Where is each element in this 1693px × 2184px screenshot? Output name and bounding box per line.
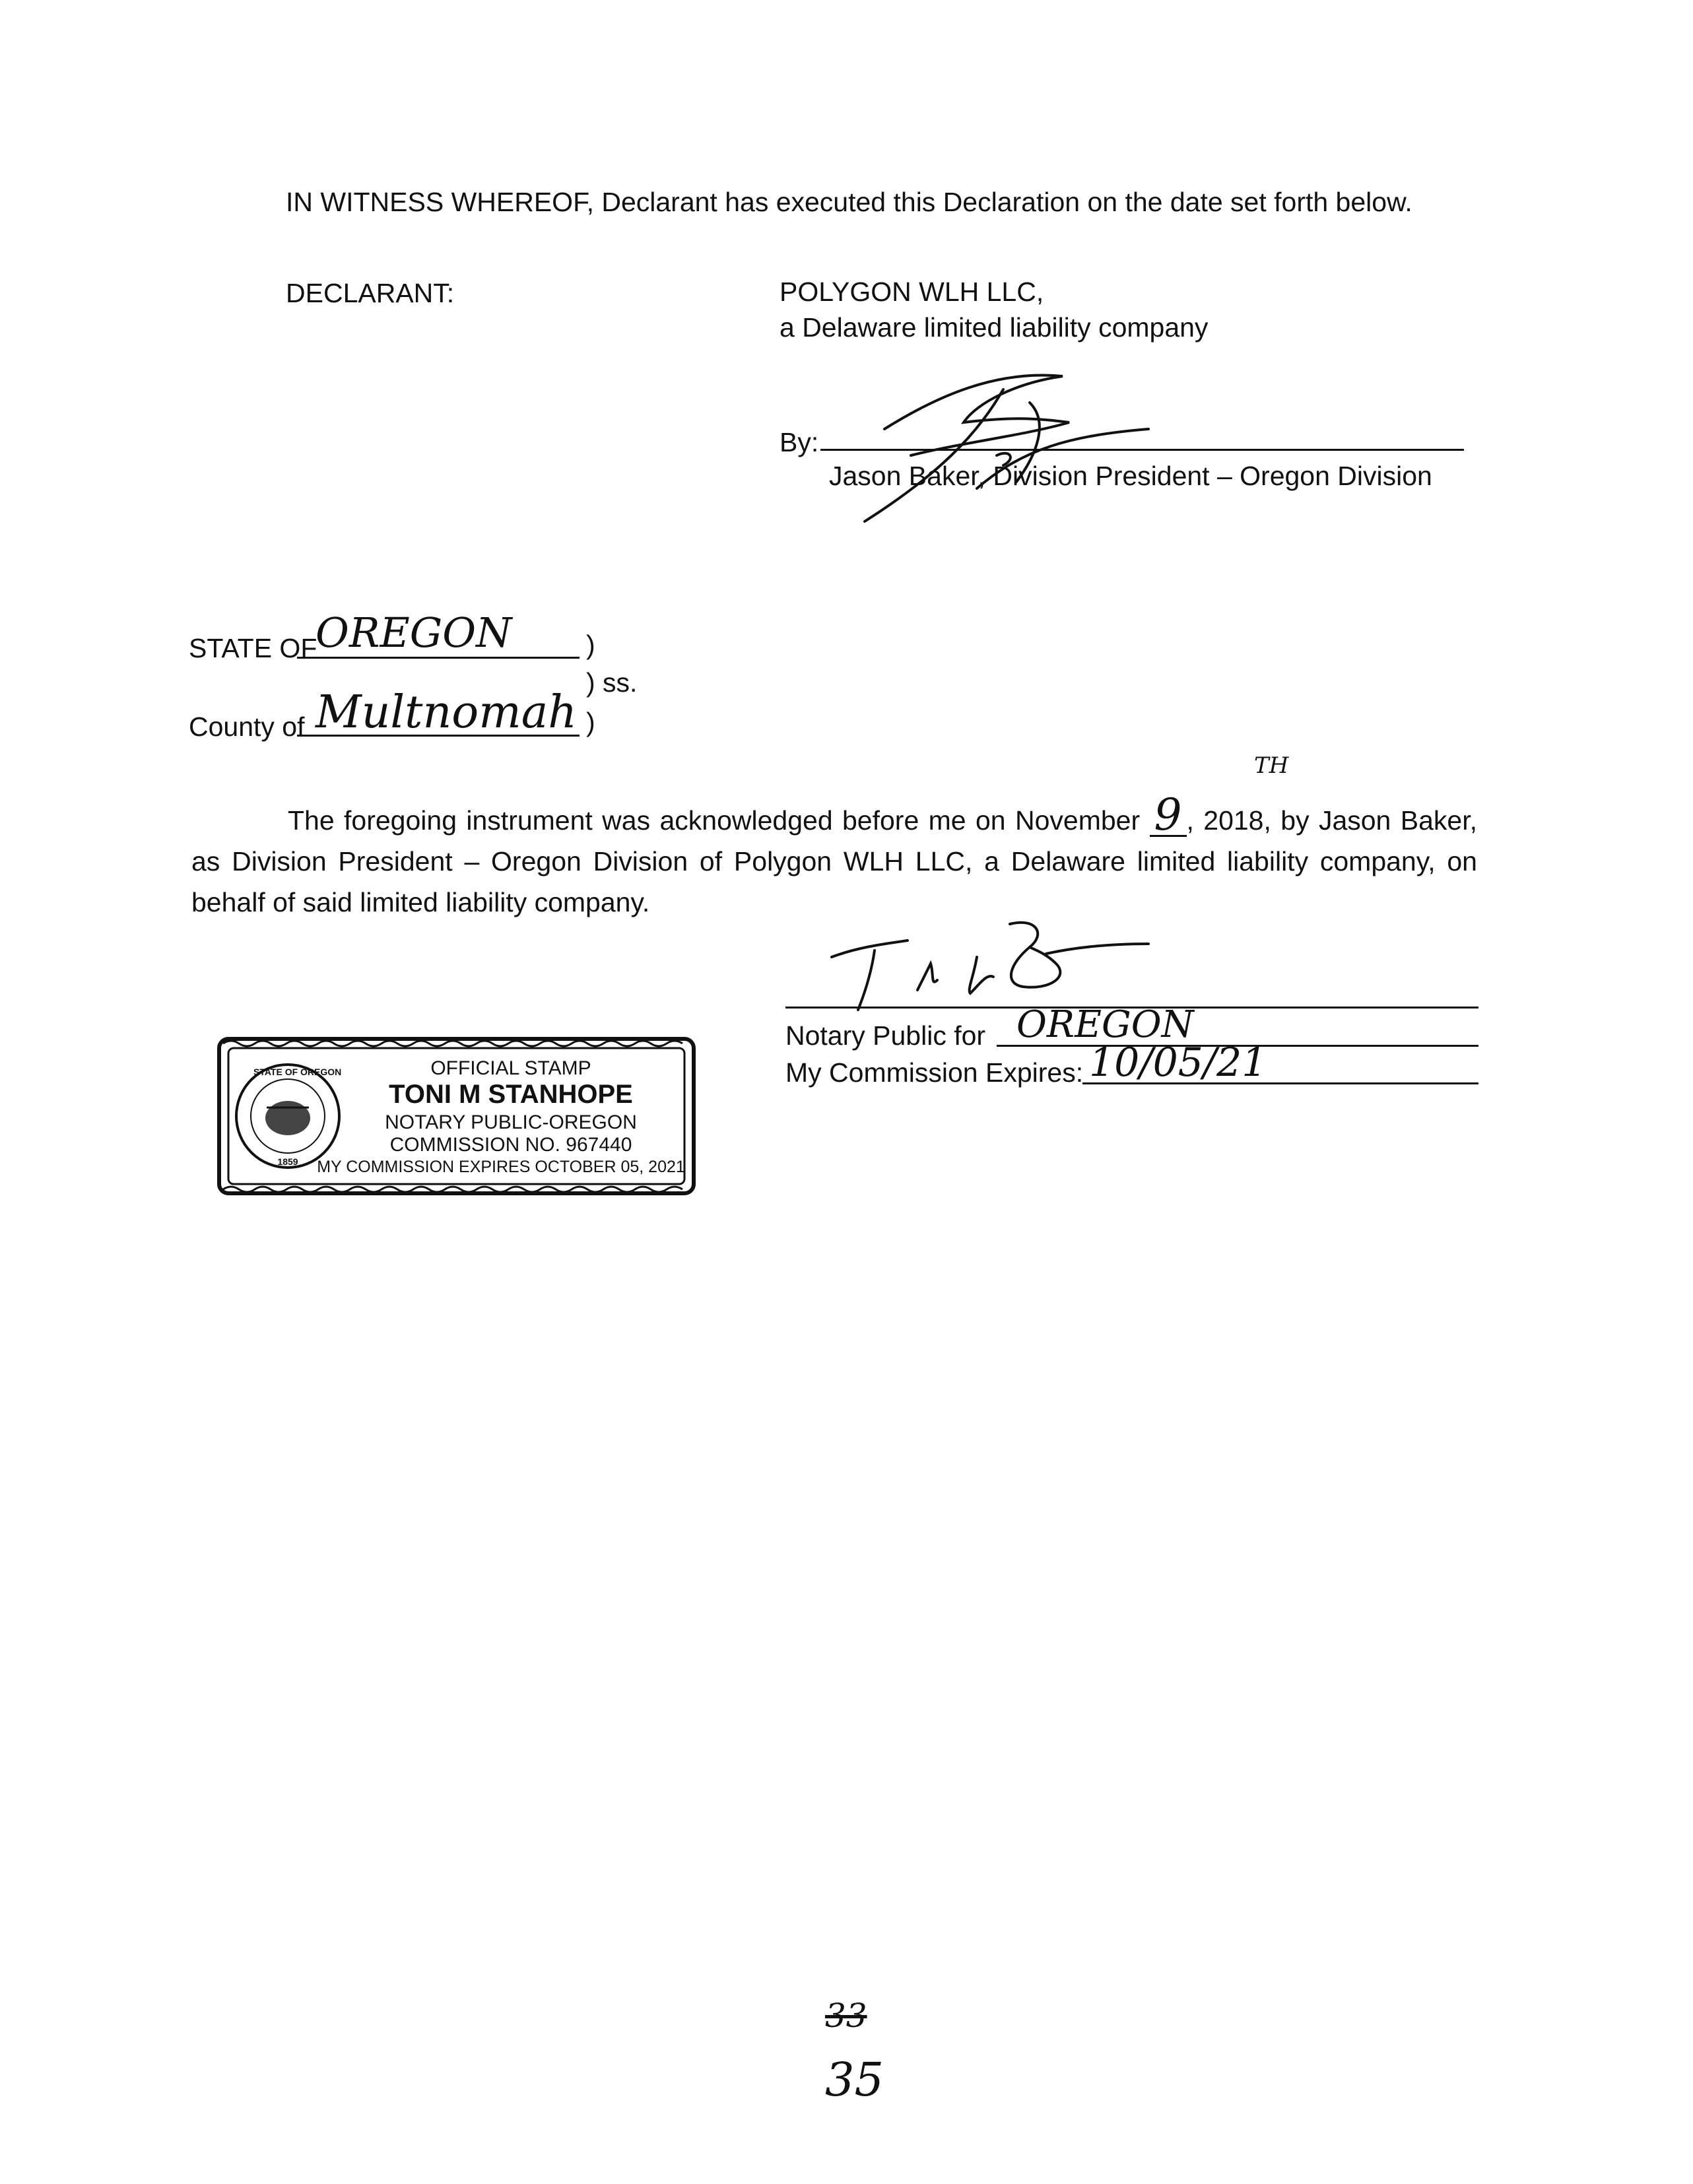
signer-name-title: Jason Baker, Division President – Oregon Division (829, 461, 1432, 491)
page-number-current: 35 (825, 2053, 884, 2107)
declarant-signature (845, 356, 1175, 528)
day-suffix-handwritten: TH (1254, 752, 1289, 779)
stamp-seal-text: STATE OF OREGON (253, 1067, 342, 1077)
acknowledgment-paragraph: The foregoing instrument was acknowledged before me on November 9 , 2018, by Jason Baker, as Division President – Oregon Division of Polygon WLH LLC, a Delaware limited liability company, on behalf of said limited liability company. (191, 789, 1477, 917)
by-label: By: (780, 427, 819, 457)
stamp-line-1: NOTARY PUBLIC-OREGON (385, 1111, 637, 1133)
county-handwritten: Multnomah (315, 686, 578, 739)
stamp-seal-year: 1859 (277, 1156, 298, 1167)
county-label: County of (189, 711, 305, 742)
commission-expires-label: My Commission Expires: (785, 1057, 1084, 1088)
day-blank (1150, 789, 1187, 840)
ss-mark: ) ss. (586, 667, 638, 698)
state-paren: ) (586, 630, 595, 660)
company-name: POLYGON WLH LLC, (780, 277, 1044, 307)
declarant-label: DECLARANT: (286, 278, 455, 308)
day-handwritten: 9 (1154, 789, 1182, 840)
state-handwritten: OREGON (315, 609, 512, 657)
county-paren: ) (586, 707, 595, 737)
witness-clause: IN WITNESS WHEREOF, Declarant has executed this Declaration on the date set forth below. (286, 187, 1412, 217)
state-label: STATE OF (189, 633, 317, 663)
stamp-title: OFFICIAL STAMP (430, 1057, 591, 1079)
commission-expires-handwritten: 10/05/21 (1089, 1040, 1267, 1086)
stamp-notary-name: TONI M STANHOPE (389, 1080, 633, 1109)
notary-state-handwritten: OREGON (1016, 1003, 1194, 1046)
notary-public-for-label: Notary Public for (785, 1020, 986, 1051)
state-line (297, 657, 580, 659)
stamp-line-2: COMMISSION NO. 967440 (389, 1134, 632, 1156)
page-number-struck: 33 (825, 1997, 867, 2035)
stamp-line-3: MY COMMISSION EXPIRES OCTOBER 05, 2021 (317, 1158, 685, 1176)
notary-signature (818, 911, 1162, 1016)
company-type: a Delaware limited liability company (780, 312, 1209, 343)
notary-stamp (214, 1034, 699, 1199)
